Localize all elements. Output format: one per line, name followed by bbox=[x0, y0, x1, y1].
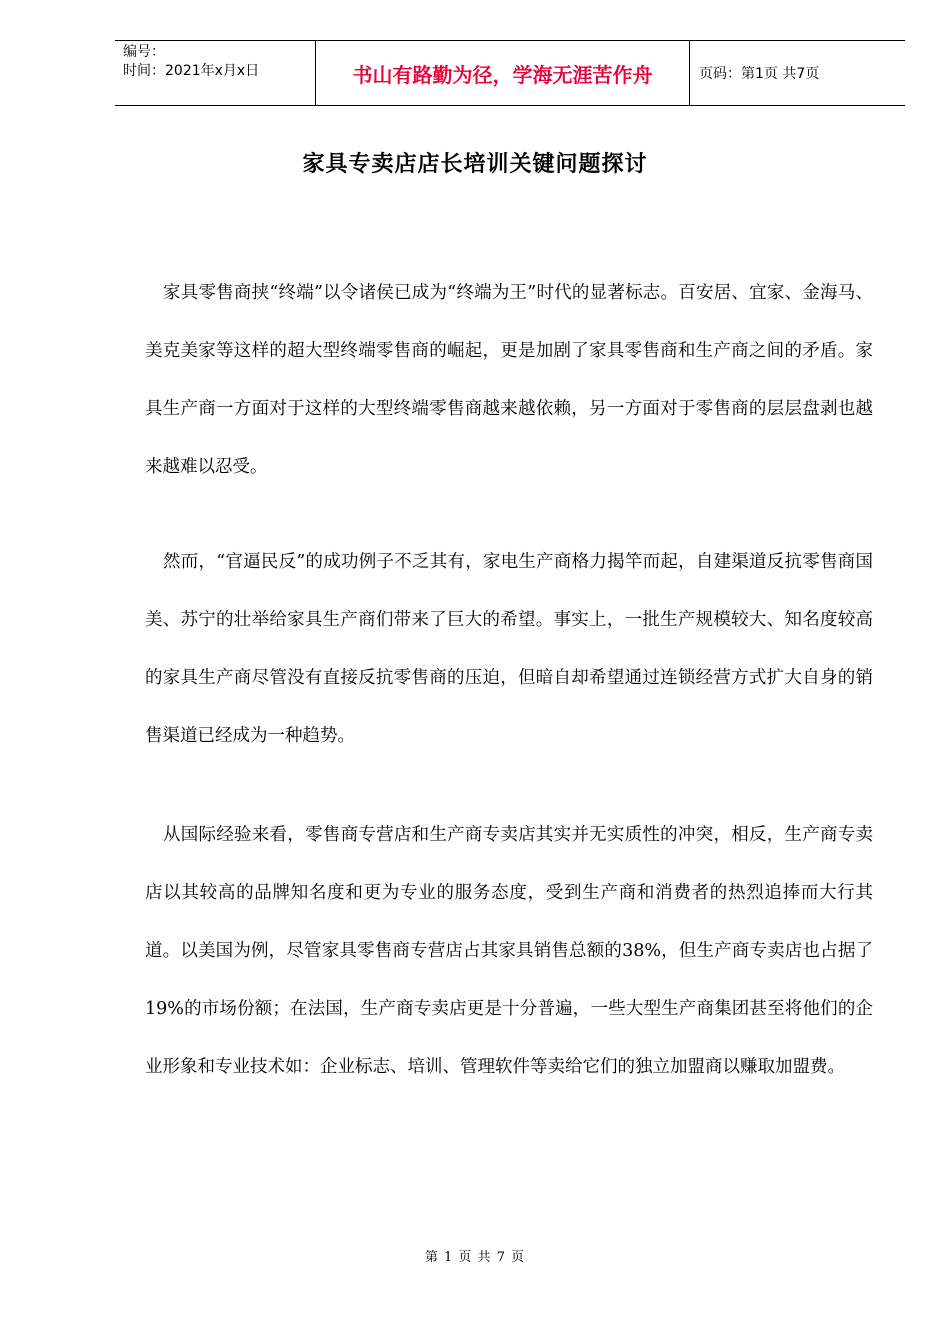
body-paragraph-3: 从国际经验来看，零售商专营店和生产商专卖店其实并无实质性的冲突，相反，生产商专卖店以其较高的品牌知名度和更为专业的服务态度，受到生产商和消费者的热烈追捧而大行其道。以美国为例，尽管家具零售商专营店占其家具销售总额的38%，但生产商专卖店也占据了19%的市场份额；在法国，生产商专卖店更是十分普遍，一些大型生产商集团甚至将他们的企业形象和专业技术如：企业标志、培训、管理软件等卖给它们的独立加盟商以赚取加盟费。 bbox=[145, 825, 873, 1077]
header-motto: 书山有路勤为径，学海无涯苦作舟 bbox=[316, 41, 690, 105]
header-page-info: 页码：第1页 共7页 bbox=[699, 66, 820, 82]
document-number-label: 编号： bbox=[123, 44, 165, 60]
document-title: 家具专卖店店长培训关键问题探讨 bbox=[302, 151, 648, 177]
page-header bbox=[115, 40, 905, 106]
body-paragraph-1: 家具零售商挟“终端”以令诸侯已成为“终端为王”时代的显著标志。百安居、宜家、金海马、美克美家等这样的超大型终端零售商的崛起，更是加剧了家具零售商和生产商之间的矛盾。家具生产商一方面对于这样的大型终端零售商越来越依赖，另一方面对于零售商的层层盘剥也越来越难以忍受。 bbox=[145, 283, 873, 477]
document-date: 时间：2021年x月x日 bbox=[123, 63, 260, 79]
body-paragraph-2: 然而，“官逼民反”的成功例子不乏其有，家电生产商格力揭竿而起，自建渠道反抗零售商国美、苏宁的壮举给家具生产商们带来了巨大的希望。事实上，一批生产规模较大、知名度较高的家具生产商尽管没有直接反抗零售商的压迫，但暗自却希望通过连锁经营方式扩大自身的销售渠道已经成为一种趋势。 bbox=[145, 552, 873, 746]
footer-page-number: 第 1 页 共 7 页 bbox=[424, 1250, 526, 1265]
header-meta bbox=[115, 41, 316, 105]
